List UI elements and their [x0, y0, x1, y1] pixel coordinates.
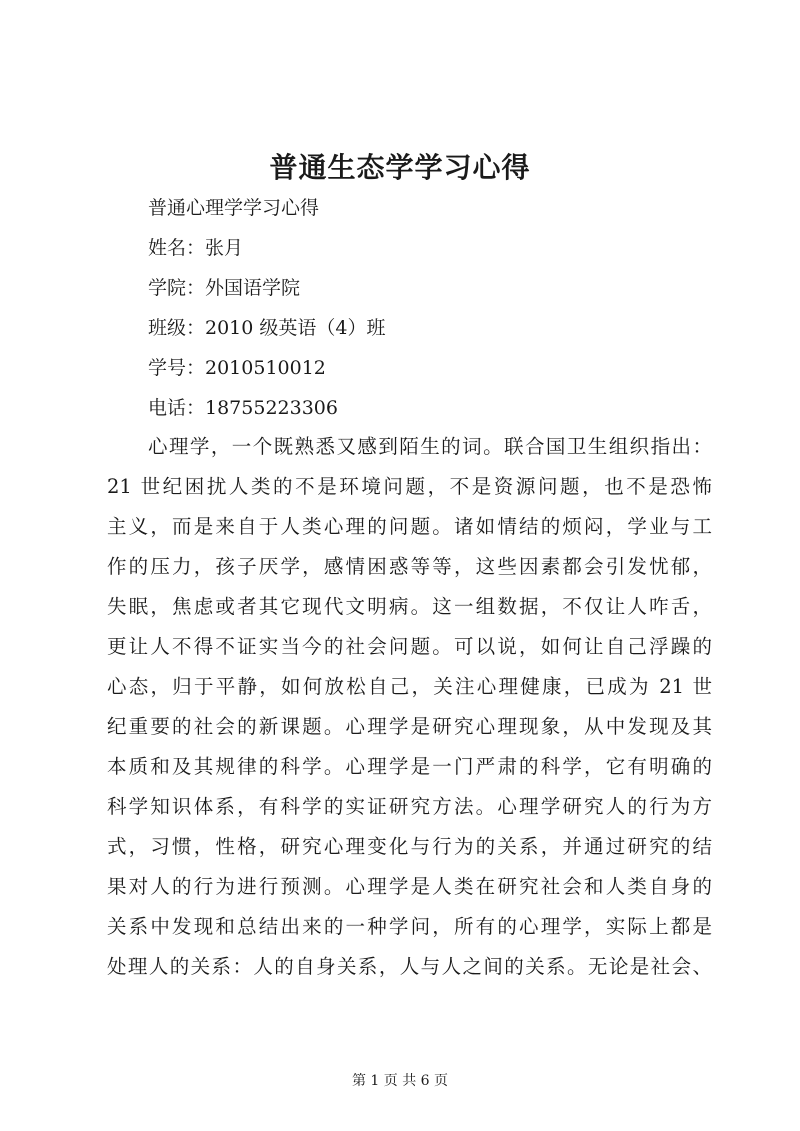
info-name: 姓名：张月	[148, 237, 244, 259]
paragraph-line: 更让人不得不证实当今的社会问题。可以说，如何让自己浮躁的	[107, 635, 712, 658]
paragraph-line: 处理人的关系：人的自身关系，人与人之间的关系。无论是社会、	[107, 955, 712, 978]
paragraph-line: 纪重要的社会的新课题。心理学是研究心理现象，从中发现及其	[107, 715, 712, 738]
paragraph-line: 心理学，一个既熟悉又感到陌生的词。联合国卫生组织指出：	[148, 435, 712, 458]
info-college: 学院：外国语学院	[148, 277, 301, 299]
page-number-footer: 第 1 页 共 6 页	[351, 1073, 449, 1089]
paragraph-line: 果对人的行为进行预测。心理学是人类在研究社会和人类自身的	[107, 875, 712, 898]
document-subtitle: 普通心理学学习心得	[148, 197, 320, 219]
paragraph-line: 关系中发现和总结出来的一种学问，所有的心理学，实际上都是	[107, 915, 712, 938]
document-title: 普通生态学学习心得	[269, 151, 531, 184]
paragraph-line: 21 世纪困扰人类的不是环境问题，不是资源问题，也不是恐怖	[107, 475, 712, 498]
paragraph-line: 式，习惯，性格，研究心理变化与行为的关系，并通过研究的结	[107, 835, 712, 858]
paragraph-line: 心态，归于平静，如何放松自己，关注心理健康，已成为 21 世	[107, 675, 712, 698]
info-class: 班级：2010 级英语（4）班	[148, 317, 386, 339]
paragraph-line: 主义，而是来自于人类心理的问题。诸如情结的烦闷，学业与工	[107, 515, 712, 538]
info-student-id: 学号：2010510012	[148, 357, 326, 379]
paragraph-line: 科学知识体系，有科学的实证研究方法。心理学研究人的行为方	[107, 795, 712, 818]
paragraph-line: 失眠，焦虑或者其它现代文明病。这一组数据，不仅让人咋舌，	[107, 595, 712, 618]
info-phone: 电话：18755223306	[148, 397, 338, 419]
paragraph-line: 作的压力，孩子厌学，感情困惑等等，这些因素都会引发忧郁，	[107, 555, 712, 578]
paragraph-line: 本质和及其规律的科学。心理学是一门严肃的科学，它有明确的	[107, 755, 712, 778]
